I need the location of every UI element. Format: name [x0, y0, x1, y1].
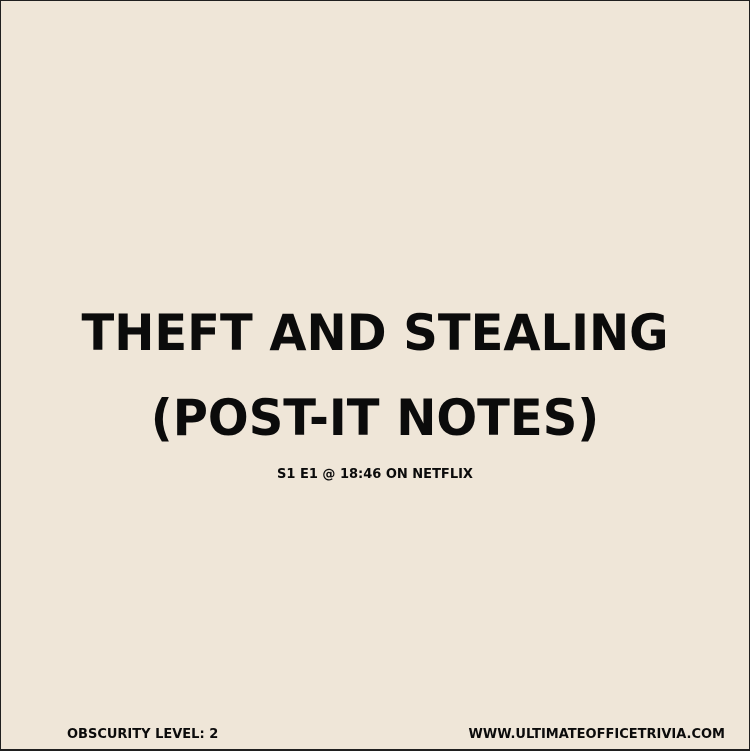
obscurity-level: OBSCURITY LEVEL: 2: [67, 727, 219, 742]
website-url: WWW.ULTIMATEOFFICETRIVIA.COM: [468, 727, 725, 742]
heading-line-1: THEFT AND STEALING: [81, 304, 669, 362]
trivia-card: [1, 1, 749, 749]
episode-reference: S1 E1 @ 18:46 ON NETFLIX: [277, 467, 473, 482]
heading-line-2: (POST-IT NOTES): [150, 389, 600, 447]
